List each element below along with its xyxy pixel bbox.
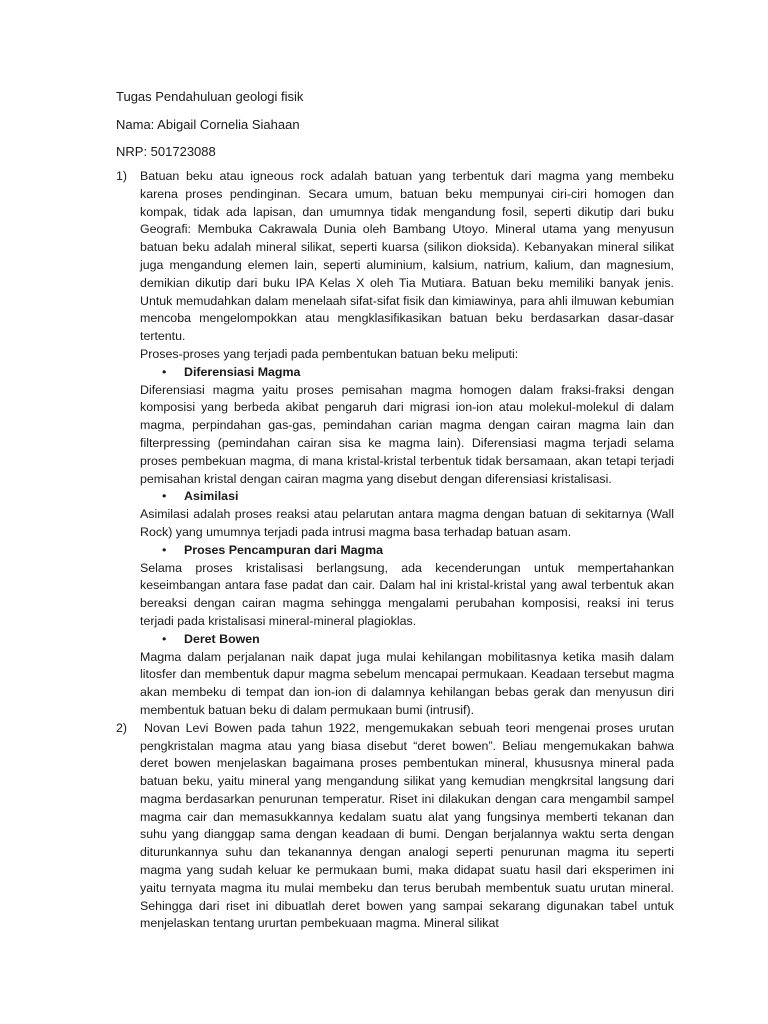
bullet-icon: • xyxy=(162,364,167,379)
section-number: 2) xyxy=(116,720,128,735)
section-1 xyxy=(116,168,674,720)
bullet-title: Diferensiasi Magma xyxy=(184,364,301,379)
document-title: Tugas Pendahuluan geologi fisik xyxy=(116,89,304,104)
bullet-text: Asimilasi adalah proses reaksi atau pelarutan antara magma dengan batuan di sekitarnya (Wall Rock) yang umumnya terjadi pada intrusi magma basa terhadap batuan asam. xyxy=(140,507,674,539)
bullet-text: Magma dalam perjalanan naik dapat juga mulai kehilangan mobilitasnya ketika masih dalam litosfer dan membentuk dapur magma sebelum mencapai permukaan. Keadaan tersebut magma akan membeku di tempat dan ion-ion di dalamnya kehilangan bebas gerak dan menyusun diri membentuk batuan beku di dalam permukaan bumi (intrusif). xyxy=(140,649,674,717)
document-body xyxy=(116,168,674,933)
bullet-heading xyxy=(140,364,674,382)
section-2 xyxy=(116,720,674,934)
bullet-heading xyxy=(140,631,674,649)
section-body xyxy=(140,720,674,934)
bullet-icon: • xyxy=(162,542,167,557)
section-body xyxy=(140,168,674,720)
bullet-title: Asimilasi xyxy=(184,489,239,504)
section-number: 1) xyxy=(116,169,128,183)
bullet-title: Deret Bowen xyxy=(184,631,260,646)
bullet-title: Proses Pencampuran dari Magma xyxy=(184,542,384,557)
bullet-heading xyxy=(140,542,674,560)
section-intro: Batuan beku atau igneous rock adalah batuan yang terbentuk dari magma yang membeku karena proses pendinginan. Secara umum, batuan beku mempunyai ciri-ciri homogen dan kompak, tidak ada lapisan, dan umumnya tidak mengandung fosil, seperti dikutip dari buku Geografi: Membuka Cakrawala Dunia oleh Bambang Utoyo. Mineral utama yang menyusun batuan beku adalah mineral silikat, seperti kuarsa (silikon dioksida). Kebanyakan mineral silikat juga mengandung elemen lain, seperti aluminium, kalsium, natrium, kalium, dan magnesium, demikian dikutip dari buku IPA Kelas X oleh Tia Mutiara. Batuan beku memiliki banyak jenis. Untuk memudahkan dalam menelaah sifat-sifat fisik dan kimiawinya, para ahli ilmuwan kebumian mencoba mengelompokkan atau mengklasifikasikan batuan beku berdasarkan dasar-dasar tertentu. xyxy=(140,169,674,344)
bullet-text: Selama proses kristalisasi berlangsung, ada kecenderungan untuk mempertahankan keseimbangan antara fase padat dan cair. Dalam hal ini kristal-kristal yang awal terbentuk akan bereaksi dengan cairan magma sehingga mengalami perubahan komposisi, reaksi ini terus terjadi pada kristalisasi mineral-mineral plagioklas. xyxy=(140,560,674,628)
bullet-icon: • xyxy=(162,489,167,504)
student-nrp: NRP: 501723088 xyxy=(116,144,216,159)
student-name: Nama: Abigail Cornelia Siahaan xyxy=(116,117,300,132)
section-lead: Proses-proses yang terjadi pada pembentukan batuan beku meliputi: xyxy=(140,346,519,361)
bullet-icon: • xyxy=(162,631,167,646)
bullet-text: Diferensiasi magma yaitu proses pemisahan magma homogen dalam fraksi-fraksi dengan komposisi yang berbeda akibat pengaruh dari migrasi ion-ion atau molekul-molekul di dalam magma, perpindahan gas-gas, pemindahan carian magma dengan cairan magma lain dan filterpressing (pemindahan cairan sisa ke magma lain). Diferensiasi magma terjadi selama proses pembekuan magma, di mana kristal-kristal terbentuk tidak bersamaan, akan tetapi terjadi pemisahan kristal dengan cairan magma yang disebut dengan diferensiasi kristalisasi. xyxy=(140,382,674,486)
section-intro: Novan Levi Bowen pada tahun 1922, mengemukakan sebuah teori mengenai proses urutan pengkristalan magma atau yang biasa disebut “deret bowen”. Beliau mengemukakan bahwa deret bowen menjelaskan bagaimana proses pembentukan mineral, khususnya mineral pada batuan beku, yaitu mineral yang mengandung silikat yang kemudian mengkrsital langsung dari magma berdasarkan penurunan temperatur. Riset ini dilakukan dengan cara mengambil sampel magma cair dan memasukkannya kedalam suatu alat yang fungsinya memberti tekanan dan suhu yang dianggap sama dengan keadaan di bumi. Dengan berjalannya waktu serta dengan diturunkannya suhu dan tekanannya dengan analogi seperti penurunan magma itu seperti magma yang sudah keluar ke permukaan bumi, maka didapat suatu hasil dari eksperimen ini yaitu ternyata magma itu mulai membeku dan terus berubah membentuk suatu urutan mineral. Sehingga dari riset ini dibuatlah deret bowen yang sampai sekarang digunakan tabel untuk menjelaskan tentang ururtan pembekuaan magma. Mineral silikat xyxy=(140,720,674,931)
bullet-heading xyxy=(140,488,674,506)
